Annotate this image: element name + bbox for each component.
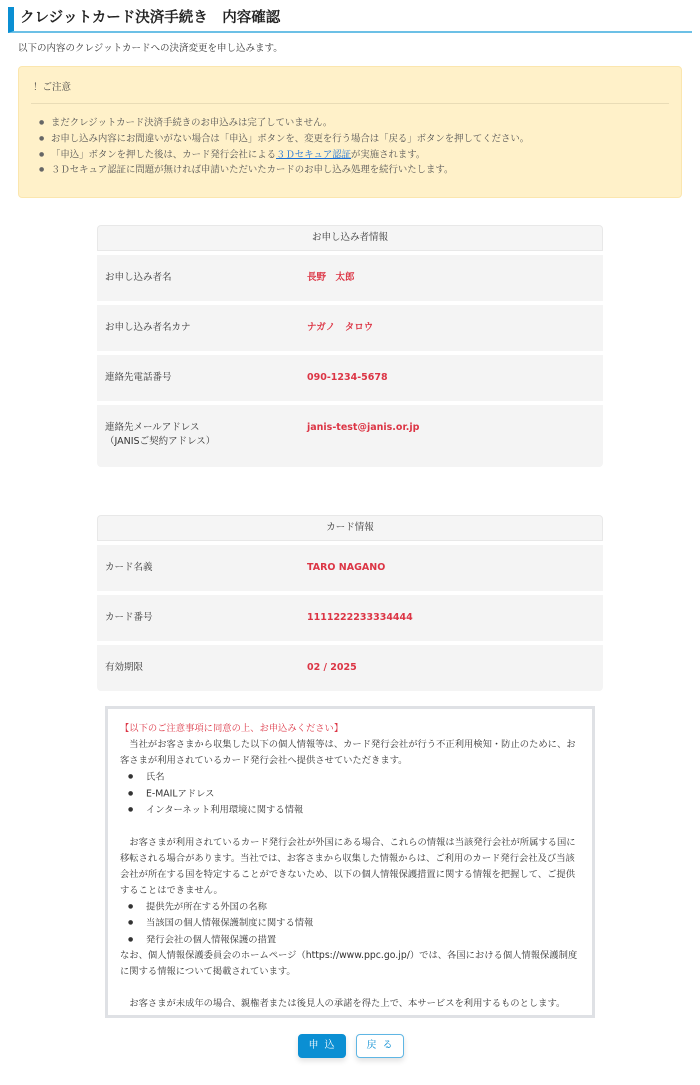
terms-box[interactable] bbox=[105, 706, 595, 1018]
back-button[interactable]: 戻る bbox=[356, 1034, 404, 1058]
terms-paragraph: お客さまが未成年の場合、親権者または後見人の承諾を得た上で、本サービスを利用するものとします。 bbox=[120, 998, 566, 1009]
info-label: 連絡先電話番号 bbox=[105, 372, 172, 383]
info-value: 090-1234-5678 bbox=[307, 372, 388, 383]
info-row-phone bbox=[97, 355, 603, 401]
terms-heading: 【以下のご注意事項に同意の上、お申込みください】 bbox=[120, 723, 344, 734]
action-buttons bbox=[0, 1034, 700, 1058]
terms-list-item: ● E-MAILアドレス bbox=[128, 786, 580, 803]
info-value: ナガノ タロウ bbox=[307, 322, 374, 333]
intro-text: 以下の内容のクレジットカードへの決済変更を申し込みます。 bbox=[18, 43, 283, 54]
page-title: クレジットカード決済手続き 内容確認 bbox=[8, 7, 692, 33]
notice-title: ！ご注意 bbox=[33, 82, 72, 93]
notice-box bbox=[18, 66, 682, 198]
card-info-heading: カード情報 bbox=[97, 515, 603, 541]
terms-list-item: ● 発行会社の個人情報保護の措置 bbox=[128, 932, 580, 949]
info-label-line: 連絡先メールアドレス bbox=[105, 422, 200, 433]
info-label: お申し込み者名 bbox=[105, 272, 172, 283]
3d-secure-link[interactable]: ３Ｄセキュア認証 bbox=[276, 148, 352, 160]
info-row-applicant-name bbox=[97, 255, 603, 301]
terms-list-provided-info bbox=[120, 769, 580, 819]
apply-button[interactable]: 申込 bbox=[298, 1034, 346, 1058]
info-value: janis-test@janis.or.jp bbox=[307, 422, 420, 433]
info-label: カード番号 bbox=[105, 612, 153, 623]
info-label: お申し込み者名カナ bbox=[105, 322, 191, 333]
info-value: 長野 太郎 bbox=[307, 272, 355, 283]
info-label: カード名義 bbox=[105, 562, 153, 573]
info-row-expiry bbox=[97, 645, 603, 691]
notice-item: ● まだクレジットカード決済手続きのお申込みは完了していません。 bbox=[39, 115, 529, 131]
info-row-applicant-kana bbox=[97, 305, 603, 351]
terms-list-item: ● 氏名 bbox=[128, 769, 580, 786]
notice-item: ● お申し込み内容にお間違いがない場合は「申込」ボタンを、変更を行う場合は「戻る」ボタンを押してください。 bbox=[39, 131, 529, 147]
notice-item-text: 「申込」ボタンを押した後は、カード発行会社による bbox=[51, 148, 277, 160]
info-value: 1111222233334444 bbox=[307, 612, 413, 623]
card-info-table bbox=[97, 515, 603, 691]
terms-list-unavailable-info bbox=[120, 899, 580, 949]
info-label bbox=[97, 405, 307, 449]
applicant-info-heading: お申し込み者情報 bbox=[97, 225, 603, 251]
notice-item bbox=[39, 147, 529, 163]
terms-list-item: ● インターネット利用環境に関する情報 bbox=[128, 802, 580, 819]
info-row-email bbox=[97, 405, 603, 467]
notice-item: ● ３Ｄセキュア認証に問題が無ければ申請いただいたカードのお申し込み処理を続行いたします。 bbox=[39, 162, 529, 178]
terms-paragraph: なお、個人情報保護委員会のホームページ（https://www.ppc.go.jp/）では、各国における個人情報保護制度に関する情報について掲載されています。 bbox=[120, 950, 578, 977]
terms-list-item: ● 提供先が所在する外国の名称 bbox=[128, 899, 580, 916]
terms-paragraph: お客さまが利用されているカード発行会社が外国にある場合、これらの情報は当該発行会社が所属する国に移転される場合があります。当社では、お客さまから収集した情報からは、ご利用のカード発行会社及び当該会社が所在する国を特定することができないため、以下の個人情報保護措置に関する情報を把握して、ご提供することはできません。 bbox=[120, 836, 576, 896]
spacer bbox=[120, 819, 580, 835]
info-label: 有効期限 bbox=[105, 662, 144, 673]
info-row-card-number bbox=[97, 595, 603, 641]
info-value: 02 / 2025 bbox=[307, 662, 357, 673]
notice-list bbox=[39, 115, 529, 178]
spacer bbox=[120, 980, 580, 996]
info-value: TARO NAGANO bbox=[307, 562, 386, 573]
notice-divider bbox=[31, 103, 669, 104]
terms-list-item: ● 当該国の個人情報保護制度に関する情報 bbox=[128, 915, 580, 932]
info-label-subline: （JANISご契約アドレス） bbox=[105, 436, 216, 447]
notice-item-text: が実施されます。 bbox=[351, 148, 426, 160]
info-row-card-holder bbox=[97, 545, 603, 591]
terms-paragraph: 当社がお客さまから収集した以下の個人情報等は、カード発行会社が行う不正利用検知・防止のために、お客さまが利用されているカード発行会社へ提供させていただきます。 bbox=[120, 739, 576, 766]
applicant-info-table bbox=[97, 225, 603, 467]
